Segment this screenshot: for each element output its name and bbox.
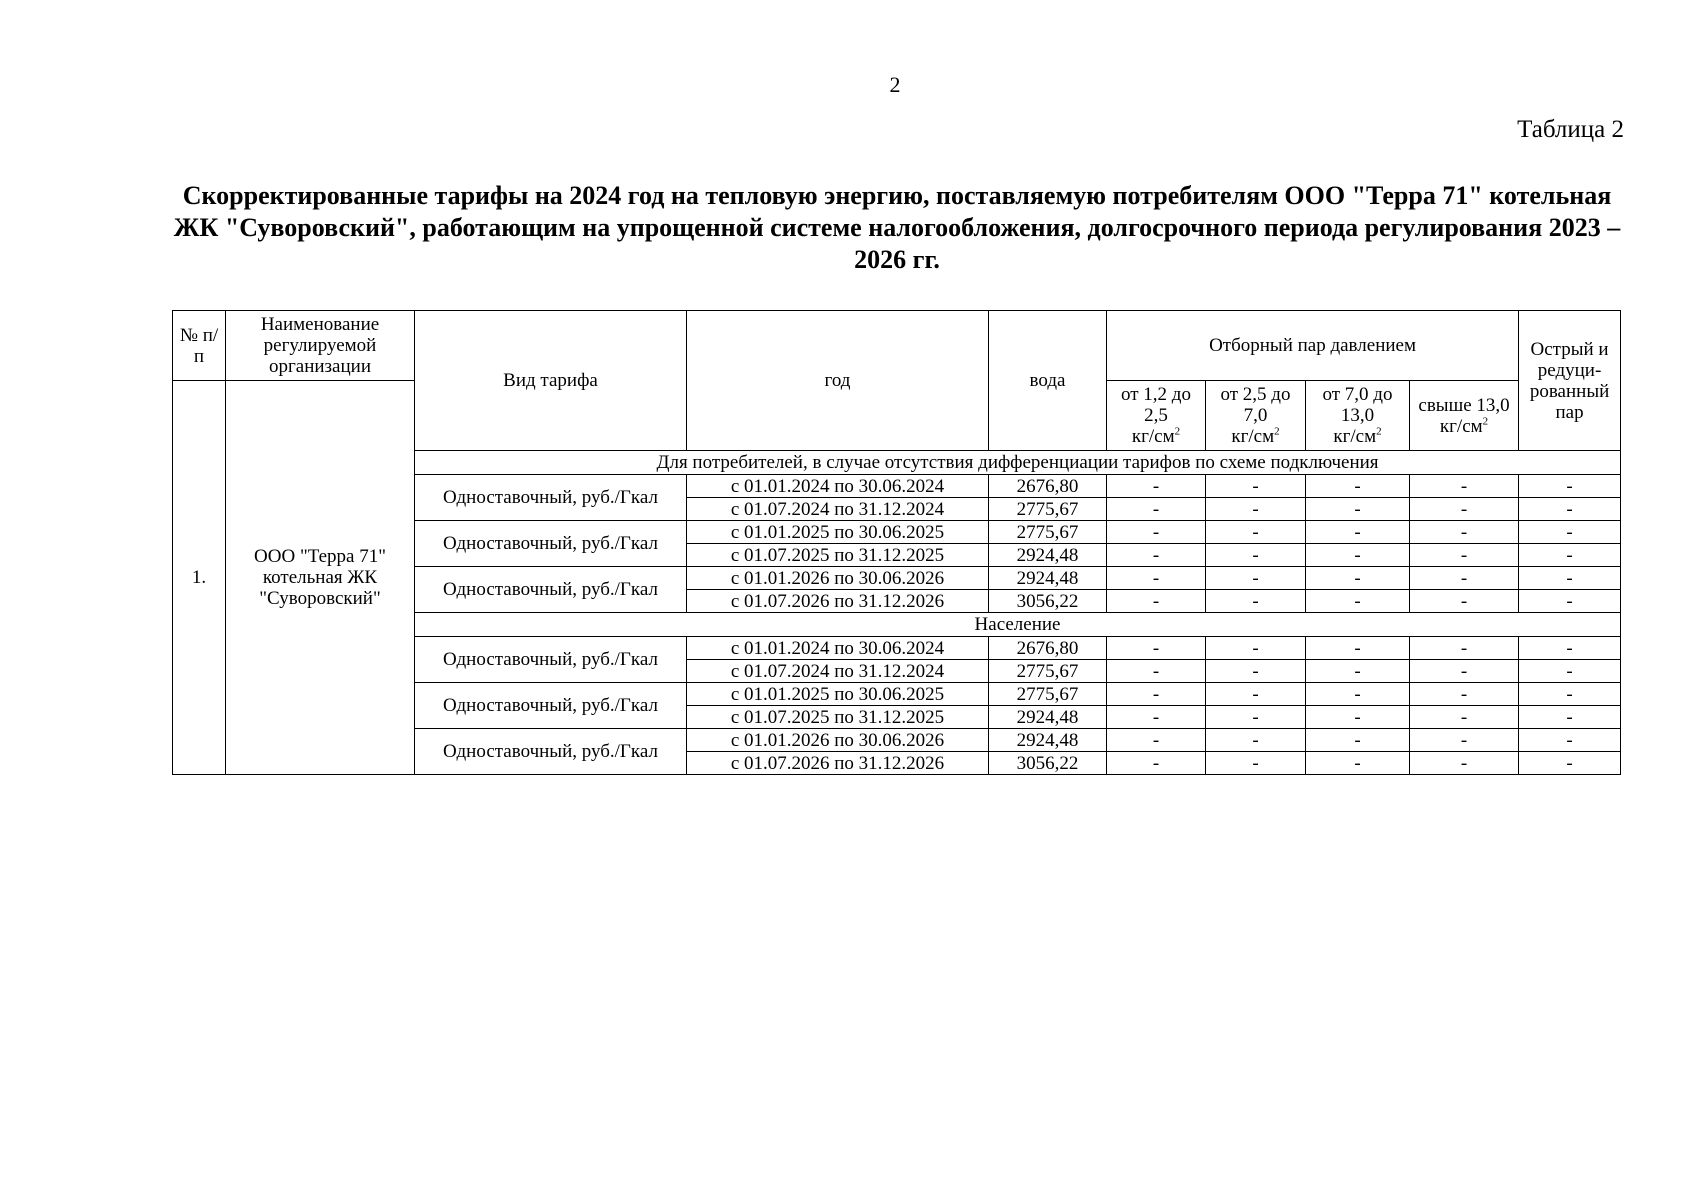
- empty-value-cell: -: [1107, 729, 1206, 752]
- header-year: год: [687, 311, 989, 451]
- header-tariff-type: Вид тарифа: [415, 311, 687, 451]
- header-steam-3: [1306, 381, 1410, 451]
- period-cell: с 01.01.2025 по 30.06.2025: [687, 683, 989, 706]
- empty-value-cell: -: [1206, 590, 1306, 613]
- empty-value-cell: -: [1306, 521, 1410, 544]
- steam-3-range: от 7,0 до 13,0: [1322, 384, 1393, 426]
- tariff-type-cell: Одноставочный, руб./Гкал: [415, 521, 687, 567]
- steam-2-range: от 2,5 до 7,0: [1220, 384, 1291, 426]
- water-tariff-cell: 2924,48: [989, 729, 1107, 752]
- empty-value-cell: -: [1306, 683, 1410, 706]
- empty-value-cell: -: [1519, 729, 1621, 752]
- empty-value-cell: -: [1306, 637, 1410, 660]
- empty-value-cell: -: [1107, 660, 1206, 683]
- empty-value-cell: -: [1306, 544, 1410, 567]
- period-cell: с 01.01.2024 по 30.06.2024: [687, 637, 989, 660]
- empty-value-cell: -: [1410, 521, 1519, 544]
- empty-value-cell: -: [1519, 544, 1621, 567]
- header-row-1: [173, 311, 1621, 381]
- empty-value-cell: -: [1206, 498, 1306, 521]
- period-cell: с 01.07.2024 по 31.12.2024: [687, 498, 989, 521]
- header-sharp-steam: Острый и редуци-рованный пар: [1519, 311, 1621, 451]
- empty-value-cell: -: [1107, 683, 1206, 706]
- water-tariff-cell: 3056,22: [989, 590, 1107, 613]
- empty-value-cell: -: [1107, 567, 1206, 590]
- empty-value-cell: -: [1410, 706, 1519, 729]
- header-water: вода: [989, 311, 1107, 451]
- water-tariff-cell: 2775,67: [989, 660, 1107, 683]
- empty-value-cell: -: [1107, 544, 1206, 567]
- period-cell: с 01.01.2026 по 30.06.2026: [687, 729, 989, 752]
- period-cell: с 01.01.2026 по 30.06.2026: [687, 567, 989, 590]
- row-number: 1.: [173, 381, 226, 775]
- empty-value-cell: -: [1107, 637, 1206, 660]
- steam-4-unit: кг/см: [1439, 415, 1483, 437]
- steam-3-unit: кг/см: [1333, 426, 1377, 447]
- empty-value-cell: -: [1519, 567, 1621, 590]
- empty-value-cell: -: [1306, 729, 1410, 752]
- header-steam-4: [1410, 381, 1519, 451]
- header-org-name: Наименование регулируемой организации: [226, 311, 415, 381]
- empty-value-cell: -: [1306, 475, 1410, 498]
- empty-value-cell: -: [1410, 544, 1519, 567]
- period-cell: с 01.01.2025 по 30.06.2025: [687, 521, 989, 544]
- water-tariff-cell: 2775,67: [989, 521, 1107, 544]
- period-cell: с 01.07.2026 по 31.12.2026: [687, 590, 989, 613]
- organization-name: ООО "Терра 71" котельная ЖК "Суворовский": [226, 381, 415, 775]
- tariff-type-cell: Одноставочный, руб./Гкал: [415, 567, 687, 613]
- empty-value-cell: -: [1306, 590, 1410, 613]
- empty-value-cell: -: [1107, 521, 1206, 544]
- document-title: Скорректированные тарифы на 2024 год на тепловую энергию, поставляемую потребителям ООО "Терра 71" котельная ЖК "Суворовский", работающим на упрощенной системе налогообложения, долгосрочного периода регулирования 2023 – 2026 гг.: [173, 181, 1621, 274]
- period-cell: с 01.07.2025 по 31.12.2025: [687, 544, 989, 567]
- empty-value-cell: -: [1519, 660, 1621, 683]
- empty-value-cell: -: [1410, 683, 1519, 706]
- period-cell: с 01.07.2026 по 31.12.2026: [687, 752, 989, 775]
- empty-value-cell: -: [1410, 729, 1519, 752]
- tariff-type-cell: Одноставочный, руб./Гкал: [415, 475, 687, 521]
- empty-value-cell: -: [1306, 660, 1410, 683]
- empty-value-cell: -: [1206, 752, 1306, 775]
- empty-value-cell: -: [1410, 752, 1519, 775]
- empty-value-cell: -: [1519, 475, 1621, 498]
- empty-value-cell: -: [1410, 475, 1519, 498]
- steam-1-range: от 1,2 до 2,5: [1121, 384, 1191, 426]
- empty-value-cell: -: [1206, 729, 1306, 752]
- water-tariff-cell: 2676,80: [989, 637, 1107, 660]
- empty-value-cell: -: [1206, 521, 1306, 544]
- header-num: № п/п: [173, 311, 226, 381]
- empty-value-cell: -: [1206, 475, 1306, 498]
- section-title: Для потребителей, в случае отсутствия дифференциации тарифов по схеме подключения: [415, 451, 1621, 475]
- empty-value-cell: -: [1519, 706, 1621, 729]
- empty-value-cell: -: [1306, 498, 1410, 521]
- empty-value-cell: -: [1519, 683, 1621, 706]
- tariff-table: [172, 310, 1621, 775]
- empty-value-cell: -: [1306, 567, 1410, 590]
- empty-value-cell: -: [1107, 590, 1206, 613]
- section-title: Население: [415, 613, 1621, 637]
- tariff-type-cell: Одноставочный, руб./Гкал: [415, 729, 687, 775]
- steam-4-range: свыше 13,0: [1418, 394, 1510, 416]
- steam-4-unit-sup: 2: [1482, 415, 1489, 428]
- empty-value-cell: -: [1107, 706, 1206, 729]
- header-steam-group: Отборный пар давлением: [1107, 311, 1519, 381]
- water-tariff-cell: 3056,22: [989, 752, 1107, 775]
- empty-value-cell: -: [1107, 498, 1206, 521]
- page-number: 2: [889, 72, 901, 97]
- empty-value-cell: -: [1519, 637, 1621, 660]
- empty-value-cell: -: [1206, 544, 1306, 567]
- water-tariff-cell: 2676,80: [989, 475, 1107, 498]
- empty-value-cell: -: [1306, 752, 1410, 775]
- tariff-table-body: [173, 311, 1621, 775]
- water-tariff-cell: 2775,67: [989, 683, 1107, 706]
- header-steam-1: [1107, 381, 1206, 451]
- header-steam-2: [1206, 381, 1306, 451]
- table-label: Таблица 2: [1517, 116, 1624, 143]
- tariff-type-cell: Одноставочный, руб./Гкал: [415, 637, 687, 683]
- water-tariff-cell: 2924,48: [989, 544, 1107, 567]
- steam-2-unit-sup: 2: [1274, 425, 1280, 438]
- water-tariff-cell: 2924,48: [989, 567, 1107, 590]
- empty-value-cell: -: [1519, 590, 1621, 613]
- empty-value-cell: -: [1206, 706, 1306, 729]
- empty-value-cell: -: [1410, 567, 1519, 590]
- empty-value-cell: -: [1107, 475, 1206, 498]
- steam-1-unit-sup: 2: [1174, 425, 1181, 438]
- empty-value-cell: -: [1107, 752, 1206, 775]
- empty-value-cell: -: [1410, 590, 1519, 613]
- steam-1-unit: кг/см: [1131, 426, 1175, 447]
- empty-value-cell: -: [1206, 683, 1306, 706]
- empty-value-cell: -: [1206, 567, 1306, 590]
- tariff-type-cell: Одноставочный, руб./Гкал: [415, 683, 687, 729]
- water-tariff-cell: 2924,48: [989, 706, 1107, 729]
- empty-value-cell: -: [1206, 637, 1306, 660]
- empty-value-cell: -: [1206, 660, 1306, 683]
- empty-value-cell: -: [1410, 637, 1519, 660]
- water-tariff-cell: 2775,67: [989, 498, 1107, 521]
- empty-value-cell: -: [1410, 660, 1519, 683]
- period-cell: с 01.01.2024 по 30.06.2024: [687, 475, 989, 498]
- period-cell: с 01.07.2025 по 31.12.2025: [687, 706, 989, 729]
- empty-value-cell: -: [1519, 752, 1621, 775]
- empty-value-cell: -: [1519, 498, 1621, 521]
- steam-3-unit-sup: 2: [1376, 425, 1382, 438]
- period-cell: с 01.07.2024 по 31.12.2024: [687, 660, 989, 683]
- empty-value-cell: -: [1306, 706, 1410, 729]
- empty-value-cell: -: [1410, 498, 1519, 521]
- steam-2-unit: кг/см: [1231, 426, 1275, 447]
- empty-value-cell: -: [1519, 521, 1621, 544]
